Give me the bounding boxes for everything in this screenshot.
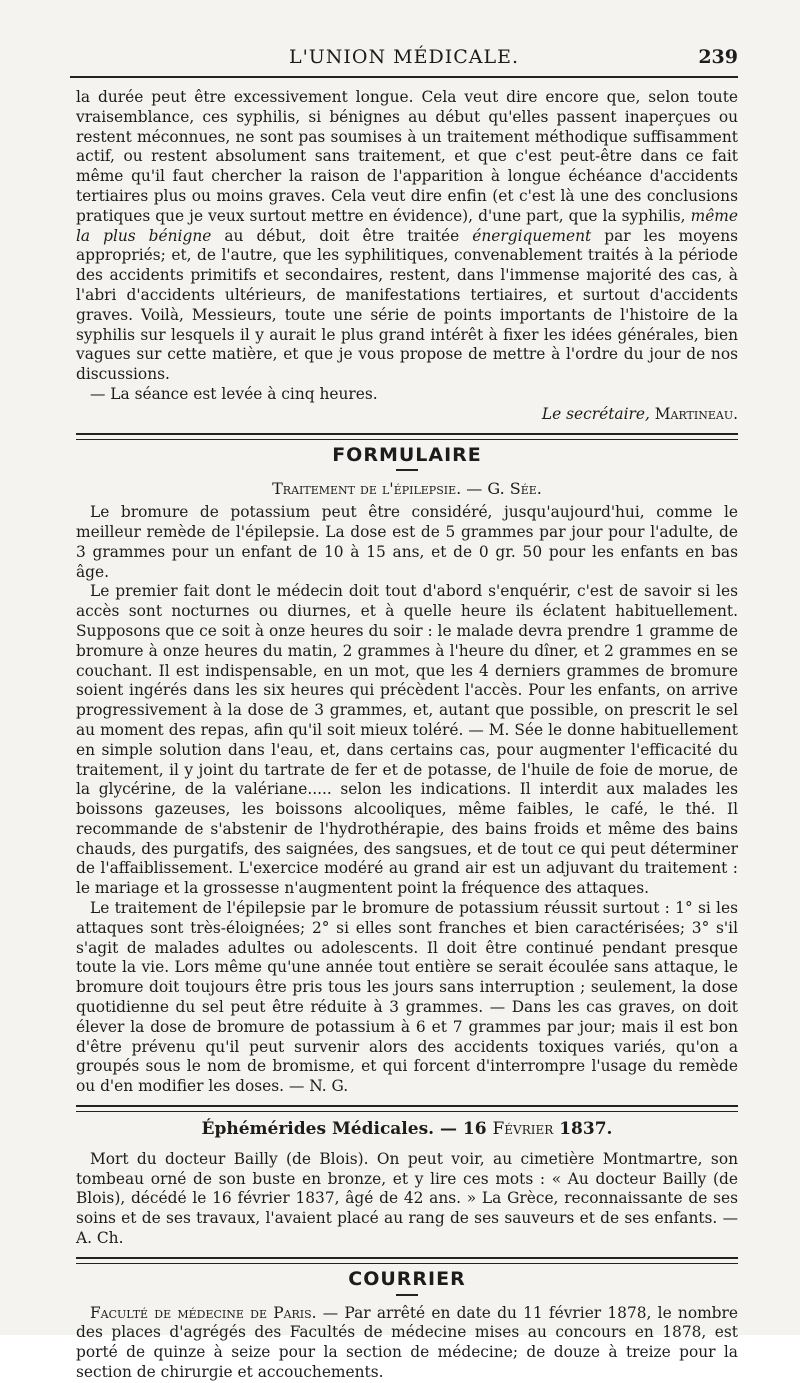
intro-paragraph xyxy=(76,88,738,385)
courrier-heading: COURRIER xyxy=(348,1267,466,1290)
intro-text-b: au début, doit être traitée xyxy=(211,226,473,245)
journal-title: L'UNION MÉDICALE. xyxy=(288,46,520,68)
courrier-text: — Par arrêté en date du 11 février 1878, le nombre des places d'agrégés des Facultés de médecine mises au concours en 1878, est porté de quinze à seize pour la section de médecine; de douze à treize pour la section de chirurgie et accouchements. xyxy=(76,1303,738,1382)
intro-text-c: par les moyens appropriés; et, de l'autre, que les syphilitiques, convenablement traités à la période des accidents primitifs et secondaires, restent, dans l'immense majorité des cas, à l'abri d'accidents ultérieurs, de manifestations tertiaires, et surtout d'accidents graves. Voilà, Messieurs, toute une série de points importants de l'histoire de la syphilis sur lesquels il y aurait le plus grand intérêt à fixer les idées générales, bien vagues sur cette matière, et que je vous propose de mettre à l'ordre du jour de nos discussions. xyxy=(76,226,739,384)
heading-dash xyxy=(396,469,418,471)
ephemerides-date-month: Février xyxy=(492,1119,554,1140)
intro-text-a: la durée peut être excessivement longue. Cela veut dire encore que, selon toute vraisemblance, ces syphilis, si bénignes au début qu'elles passent inaperçues ou restent méconnues, ne sont pas soumises à un traitement méthodique suffisamment actif, ou restent absolument sans traitement, et que c'est peut-être dans ce fait même qu'il faut chercher la raison de l'apparition à longue échéance d'accidents tertiaires plus ou moins graves. Cela veut dire enfin (et c'est là une des conclusions pratiques que je veux surtout mettre en évidence), d'une part, que la syphilis, xyxy=(76,88,738,225)
header-rule xyxy=(70,76,738,78)
page-content xyxy=(76,88,738,1383)
intro-emphasis-2: énergiquement xyxy=(472,226,592,245)
signature-name: Martineau. xyxy=(649,404,738,423)
ephemerides-date-year: 1837. xyxy=(553,1119,613,1140)
ephemerides-heading xyxy=(76,1120,738,1140)
formulaire-heading: FORMULAIRE xyxy=(332,443,482,466)
intro-emphasis-1: même la plus bénigne xyxy=(76,206,738,245)
formulaire-paragraph-1: Le bromure de potassium peut être considéré, jusqu'aujourd'hui, comme le meilleur remède de l'épilepsie. La dose est de 5 grammes par jour pour l'adulte, de 3 grammes pour un enfant de 10 à 15 ans, et de 0 gr. 50 pour les enfants en bas âge. xyxy=(76,503,738,581)
heading-dash xyxy=(396,1294,418,1296)
signature xyxy=(76,405,738,425)
ephemerides-date-prefix: — 16 xyxy=(434,1119,493,1140)
section-rule xyxy=(76,433,738,440)
courrier-paragraph xyxy=(76,1304,738,1383)
courrier-lead: Faculté de médecine de Paris. xyxy=(90,1303,317,1322)
formulaire-subheading: Traitement de l'épilepsie. — G. Sée. xyxy=(272,479,542,499)
closing-line: — La séance est levée à cinq heures. xyxy=(90,384,378,403)
formulaire-paragraph-3: Le traitement de l'épilepsie par le bromure de potassium réussit surtout : 1° si les attaques sont très-éloignées; 2° si elles sont franches et bien caractérisées; 3° s'il s'agit de malades adultes ou adolescents. Il doit être continué pendant presque toute la vie. Lors même qu'une année tout entière se serait écoulée sans attaque, le bromure doit toujours être pris tous les jours sans interruption ; seulement, la dose quotidienne du sel peut être réduite à 3 grammes. — Dans les cas graves, on doit élever la dose de bromure de potassium à 6 et 7 grammes par jour; mais il est bon d'être prévenu qu'il peut survenir alors des accidents toxiques variés, qu'on a groupés sous le nom de bromisme, et qui forcent d'interrompre l'usage du remède ou d'en modifier les doses. — N. G. xyxy=(76,899,738,1096)
running-head xyxy=(70,44,738,76)
ephemerides-title: Éphémérides Médicales. xyxy=(201,1119,435,1140)
section-rule xyxy=(76,1105,738,1112)
section-rule xyxy=(76,1257,738,1264)
page-number: 239 xyxy=(698,46,738,68)
signature-role: Le secrétaire, xyxy=(541,404,650,423)
formulaire-paragraph-2: Le premier fait dont le médecin doit tout d'abord s'enquérir, c'est de savoir si les accès sont nocturnes ou diurnes, et à quelle heure ils éclatent habituellement. Supposons que ce soit à onze heures du soir : le malade devra prendre 1 gramme de bromure à onze heures du matin, 2 grammes à l'heure du dîner, et 2 grammes en se couchant. Il est indispensable, en un mot, que les 4 derniers grammes de bromure soient ingérés dans les six heures qui précèdent l'accès. Pour les enfants, on arrive progressivement à la dose de 3 grammes, et, autant que possible, on prescrit le sel au moment des repas, afin qu'il soit mieux toléré. — M. Sée le donne habituellement en simple solution dans l'eau, et, dans certains cas, pour augmenter l'efficacité du traitement, il y joint du tartrate de fer et de potasse, de l'huile de foie de morue, de la glycérine, de la valériane..... selon les indications. Il interdit aux malades les boissons gazeuses, les boissons alcooliques, même faibles, le café, le thé. Il recommande de s'abstenir de l'hydrothérapie, des bains froids et même des bains chauds, des purgatifs, des saignées, des sangsues, et de tout ce qui peut déterminer de l'affaiblissement. L'exercice modéré au grand air est un adjuvant du traitement : le mariage et la grossesse n'augmentent point la fréquence des attaques. xyxy=(76,582,738,898)
ephemerides-paragraph: Mort du docteur Bailly (de Blois). On peut voir, au cimetière Montmartre, son tombeau orné de son buste en bronze, et y lire ces mots : « Au docteur Bailly (de Blois), décédé le 16 février 1837, âgé de 42 ans. » La Grèce, reconnaissante de ses soins et de ses travaux, l'avaient placé au rang de ses sauveurs et de ses enfants. — A. Ch. xyxy=(76,1149,738,1248)
